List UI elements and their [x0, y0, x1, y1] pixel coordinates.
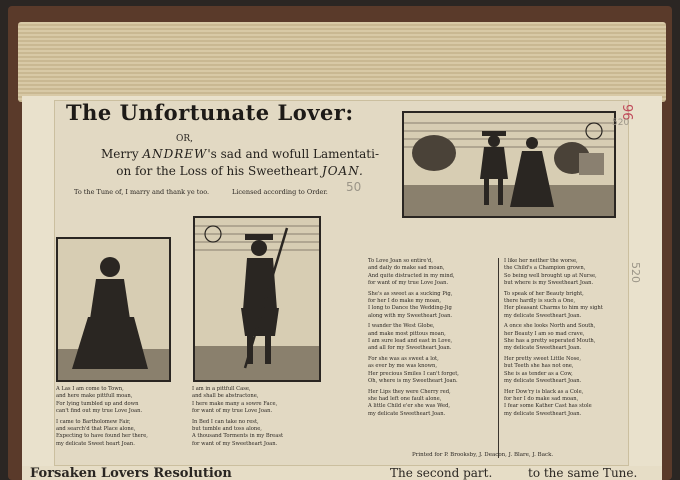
stanza [504, 389, 626, 419]
verse-line: Her precious Smiles I can't forget, [368, 370, 459, 377]
verse-line: and daily do make sad moan, [368, 265, 445, 272]
verse-column-3 [368, 258, 494, 421]
verse-line: For lying tumbled up and down [56, 400, 139, 407]
woodcut-woman [56, 237, 171, 382]
verse-column-4 [504, 258, 626, 421]
stanza [192, 386, 322, 416]
pencil-number-top: 520 [612, 118, 630, 128]
verse-line: Her pretty sweet Little Nose, [504, 355, 582, 362]
verse-line: and all for my Sweetheart Joan. [368, 345, 452, 352]
verse-line: for want of my Sweetheart Joan. [192, 440, 278, 447]
verse-line: So being well brought up at Nurse, [504, 272, 597, 279]
subtitle-name-andrew: ANDREW [142, 147, 208, 161]
next-second-part: The second part. [390, 466, 493, 480]
column-divider [498, 258, 499, 458]
next-ballad-title: Forsaken Lovers Resolution [30, 466, 232, 480]
subtitle-text: 's sad and wofull Lamentati- [207, 147, 380, 161]
verse-column-2 [192, 386, 322, 451]
verse-line: and make most pittous moan, [368, 330, 446, 337]
verse-line: I here make many a sowre Face, [192, 400, 278, 407]
verse-column-1 [56, 386, 176, 451]
title-or: OR, [176, 134, 194, 144]
verse-line: Her Dow'ry is black as a Cole, [504, 388, 584, 395]
verse-line: Her Lips they were Cherry red, [368, 388, 451, 395]
verse-line: Expecting to have found her there, [56, 433, 148, 440]
verse-line: and shall be abstractone, [192, 393, 259, 400]
verse-line: A Las I am come to Town, [56, 386, 124, 392]
stanza [504, 258, 626, 288]
verse-line: I like her neither the worse, [504, 258, 578, 264]
pencil-number-right: 520 [629, 262, 642, 283]
verse-line: my delicate Sweetheart Joan. [368, 410, 446, 417]
verse-line: Oh, where is my Sweetheart Joan. [368, 378, 458, 385]
subtitle-text: Merry [100, 147, 143, 161]
verse-line: A once she looks North and South, [504, 323, 596, 330]
verse-line: for want of my true Love Joan. [192, 408, 273, 415]
printer-imprint: Printed for P. Brooksby, J. Deacon, J. Blare, J. Back. [412, 452, 554, 458]
verse-line: She has a pretty seperated Mouth, [504, 338, 596, 345]
verse-line: my delicate Sweet heart Joan. [56, 440, 135, 447]
verse-line: the Child's a Champion grown, [504, 265, 586, 272]
verse-line: A thousand Torments in my Breast [192, 433, 284, 440]
tune-line: To the Tune of, I marry and thank ye too. [74, 188, 210, 196]
verse-line: but Teeth she has not one, [504, 363, 574, 370]
verse-line: can't find out my true Love Joan. [56, 408, 143, 415]
verse-line: I am sure lead and east in Love, [368, 338, 453, 345]
verse-line: I fear some Kather Cast has stole [504, 403, 592, 410]
verse-line: for her I do make my moan, [368, 298, 441, 305]
verse-line: She's as sweet as a sucking Pig, [368, 290, 453, 297]
verse-line: my delicate Sweetheart Joan. [504, 345, 582, 352]
verse-line: along with my Sweetheart Joan. [368, 312, 453, 319]
verse-line: To Love Joan so entire'd, [368, 258, 433, 264]
red-folio-number: 96 [619, 104, 634, 121]
verse-line: I long to Dance the Wedding-Jig [368, 305, 452, 312]
verse-line: her Beauty I am so mad crave, [504, 330, 585, 337]
next-page-strip [22, 466, 662, 480]
stanza [368, 323, 494, 353]
verse-line: A little Child e'er she was Wed, [368, 403, 451, 410]
stanza [368, 389, 494, 419]
licensed-line: Licensed according to Order. [232, 188, 328, 196]
verse-line: for her I do make sad moan, [504, 395, 579, 402]
verse-line: she had left one fault alone, [368, 395, 442, 402]
page-edges [18, 22, 666, 102]
verse-line: but where is my Sweetheart Joan. [504, 280, 594, 287]
woodcut-couple [402, 111, 616, 218]
stanza [192, 419, 322, 449]
verse-line: my delicate Sweetheart Joan. [504, 410, 582, 417]
verse-line: and here make pittfull moan, [56, 393, 133, 400]
verse-line: for want of my true Love Joan. [368, 280, 449, 287]
stanza [368, 258, 494, 288]
verse-line: I came to Bartholomew Fair, [56, 418, 131, 425]
verse-line: To speak of her Beauty bright, [504, 290, 584, 297]
stanza [504, 291, 626, 321]
stanza [368, 291, 494, 321]
pencil-number-mid: 50 [346, 180, 362, 194]
verse-line: She is as tender as a Cow, [504, 370, 573, 377]
woodcut-man-with-staff [193, 216, 321, 382]
next-tune: to the same Tune. [528, 466, 638, 480]
stanza [504, 356, 626, 386]
stanza [56, 386, 176, 416]
verse-line: Her pleasant Charms to him my sight [504, 305, 603, 312]
verse-line: I am in a pittfull Case, [192, 386, 251, 392]
verse-line: as ever by me was known, [368, 363, 438, 370]
stanza [504, 323, 626, 353]
verse-line: but tumble and toss alone, [192, 426, 262, 433]
verse-line: there hardly is such a One, [504, 298, 576, 305]
subtitle-name-joan: JOAN. [321, 164, 364, 178]
verse-line: And quite distracted in my mind, [368, 272, 455, 279]
verse-line: In Bed I can take no rest, [192, 418, 259, 425]
subtitle-text: on for the Loss of his Sweetheart [116, 164, 322, 178]
stanza [56, 419, 176, 449]
verse-line: and search'd that Place alone, [56, 426, 136, 433]
verse-line: For she was as sweet a lot, [368, 355, 439, 362]
broadside-title: The Unfortunate Lover: [66, 100, 354, 125]
verse-line: my delicate Sweetheart Joan. [504, 378, 582, 385]
stanza [368, 356, 494, 386]
verse-line: I wander the West Globe, [368, 323, 435, 330]
verse-line: my delicate Sweetheart Joan. [504, 312, 582, 319]
broadside-subtitle [95, 146, 385, 180]
